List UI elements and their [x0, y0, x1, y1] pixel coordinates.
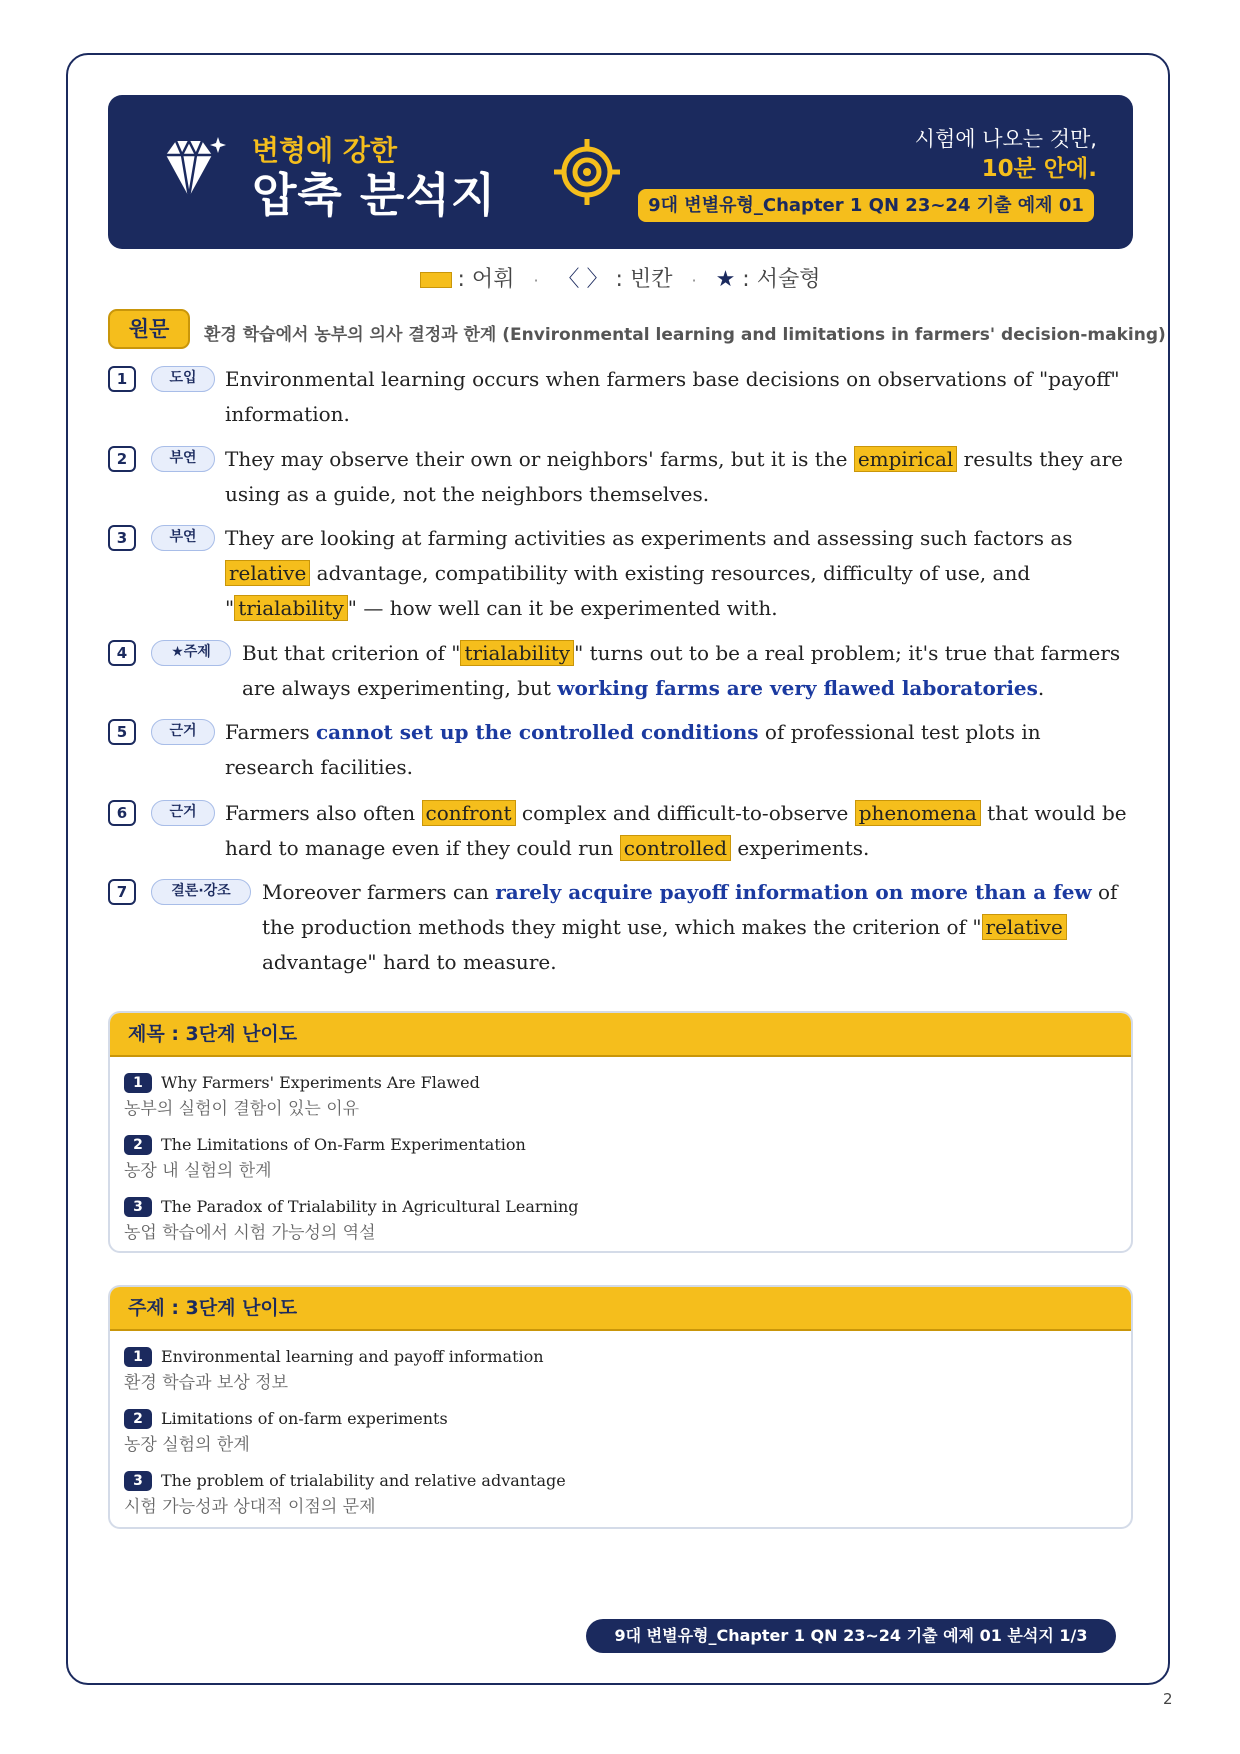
sentence-tag: 결론·강조	[151, 879, 251, 905]
option-english: Why Farmers' Experiments Are Flawed	[161, 1073, 480, 1092]
option-korean: 농부의 실험이 결함이 있는 이유	[124, 1099, 360, 1119]
sentence-fragment: But that criterion of "	[242, 641, 461, 665]
sentence-fragment: complex and difficult-to-observe	[515, 801, 855, 825]
sentence-2	[108, 442, 1133, 514]
sentence-fragment: They may observe their own or neighbors' farms, but it is the	[225, 447, 854, 471]
vocab-highlight: controlled	[620, 835, 731, 861]
sentence-number: 4	[108, 640, 136, 666]
sentence-tag: ★주제	[151, 640, 231, 666]
sentence-3	[108, 521, 1133, 629]
sentence-text	[225, 796, 1133, 866]
sentence-fragment: experiments.	[731, 836, 870, 860]
option-number: 2	[124, 1409, 152, 1429]
header-tagline: 시험에 나오는 것만,	[914, 127, 1097, 151]
key-phrase: working farms are very flawed laboratories	[557, 676, 1038, 700]
title-options-box	[108, 1011, 1133, 1253]
option-english: The Paradox of Trialability in Agricultural Learning	[161, 1197, 579, 1216]
option-number: 1	[124, 1347, 152, 1367]
blank-bracket-icon: 〈 〉	[557, 267, 609, 292]
legend-vocab: : 어휘	[457, 267, 515, 292]
option-korean: 환경 학습과 보상 정보	[124, 1373, 289, 1393]
vocab-highlight: relative	[225, 560, 310, 586]
sentence-number: 5	[108, 719, 136, 745]
option-korean: 농업 학습에서 시험 가능성의 역설	[124, 1223, 376, 1243]
diamond-icon	[158, 135, 228, 205]
sentence-fragment: that would be hard to manage even if they could run	[225, 801, 1127, 860]
theme-box-heading: 주제 : 3단계 난이도	[110, 1287, 1131, 1331]
sentence-fragment: advantage" hard to measure.	[262, 950, 557, 974]
option-number: 2	[124, 1135, 152, 1155]
header-subtitle: 변형에 강한	[252, 134, 397, 167]
sentence-number: 6	[108, 800, 136, 826]
legend-blank: : 빈칸	[615, 267, 673, 292]
option-number: 3	[124, 1471, 152, 1491]
vocab-highlight: confront	[422, 800, 516, 826]
key-phrase: rarely acquire payoff information on more than a few	[495, 880, 1092, 904]
sentence-tag: 근거	[151, 800, 215, 826]
sentence-4	[108, 636, 1133, 708]
key-phrase: cannot set up the controlled conditions	[316, 720, 759, 744]
sentence-7	[108, 875, 1133, 983]
option-korean: 농장 실험의 한계	[124, 1435, 250, 1455]
footer-pill: 9대 변별유형_Chapter 1 QN 23~24 기출 예제 01 분석지 1/3	[586, 1619, 1116, 1653]
option-english: Environmental learning and payoff information	[161, 1347, 544, 1366]
option-korean: 농장 내 실험의 한계	[124, 1161, 272, 1181]
vocab-highlight: trialability	[234, 595, 348, 621]
vocab-swatch-icon	[420, 272, 452, 288]
sentence-fragment: of the production methods they might use, which makes the criterion of "	[262, 880, 1118, 939]
sentence-fragment: Farmers	[225, 720, 316, 744]
header-title: 압축 분석지	[252, 168, 497, 222]
theme-options-box	[108, 1285, 1133, 1529]
sentence-text	[225, 715, 1133, 785]
sentence-tag: 부연	[151, 446, 215, 472]
vocab-highlight: phenomena	[855, 800, 981, 826]
sentence-number: 7	[108, 879, 136, 905]
sentence-number: 1	[108, 366, 136, 392]
option-number: 1	[124, 1073, 152, 1093]
sentence-text	[242, 636, 1133, 706]
sentence-fragment: They are looking at farming activities as experiments and assessing such factors as	[225, 526, 1073, 550]
option-english: The Limitations of On-Farm Experimentation	[161, 1135, 526, 1154]
option-korean: 시험 가능성과 상대적 이점의 문제	[124, 1497, 376, 1517]
sentence-text	[262, 875, 1133, 980]
vocab-highlight: trialability	[460, 640, 574, 666]
sentence-text	[225, 442, 1133, 512]
sentence-tag: 도입	[151, 366, 215, 392]
target-icon	[554, 139, 620, 205]
star-icon: ★	[715, 267, 736, 292]
sentence-fragment: results they are using as a guide, not the neighbors themselves.	[225, 447, 1123, 506]
sentence-tag: 근거	[151, 719, 215, 745]
sentence-fragment: Farmers also often	[225, 801, 422, 825]
legend: : 어휘 · 〈 〉 : 빈칸 · ★ : 서술형	[0, 262, 1240, 293]
sentence-number: 3	[108, 525, 136, 551]
sentence-fragment: " turns out to be a real problem; it's true that farmers are always experimenting, but	[242, 641, 1121, 700]
option-english: Limitations of on-farm experiments	[161, 1409, 448, 1428]
title-box-heading: 제목 : 3단계 난이도	[110, 1013, 1131, 1057]
passage-title: 환경 학습에서 농부의 의사 결정과 한계 (Environmental learning and limitations in farmers' decision-making)	[204, 325, 1166, 345]
sentence-number: 2	[108, 446, 136, 472]
chapter-pill: 9대 변별유형_Chapter 1 QN 23~24 기출 예제 01	[638, 189, 1094, 222]
sentence-fragment: Moreover farmers can	[262, 880, 496, 904]
legend-writing: : 서술형	[742, 267, 821, 292]
sentence-fragment: advantage, compatibility with existing resources, difficulty of use, and "	[225, 561, 1031, 620]
sentence-fragment: .	[1037, 676, 1045, 700]
sentence-5	[108, 715, 1133, 787]
header-tagline-highlight: 10분 안에.	[981, 156, 1097, 182]
page-number: 2	[1163, 1690, 1173, 1708]
sentence-6	[108, 796, 1133, 868]
sentence-fragment: of professional test plots in research facilities.	[225, 720, 1041, 779]
sentence-tag: 부연	[151, 525, 215, 551]
vocab-highlight: relative	[982, 914, 1067, 940]
sentence-text	[225, 521, 1133, 626]
sentence-text	[225, 362, 1133, 432]
original-badge: 원문	[108, 309, 190, 349]
option-english: The problem of trialability and relative advantage	[161, 1471, 566, 1490]
sentence-1	[108, 362, 1133, 434]
header-banner	[108, 95, 1133, 249]
vocab-highlight: empirical	[854, 446, 957, 472]
option-number: 3	[124, 1197, 152, 1217]
sentence-fragment: Environmental learning occurs when farmers base decisions on observations of "payoff" information.	[225, 367, 1120, 426]
sentence-fragment: " — how well can it be experimented with.	[347, 596, 778, 620]
